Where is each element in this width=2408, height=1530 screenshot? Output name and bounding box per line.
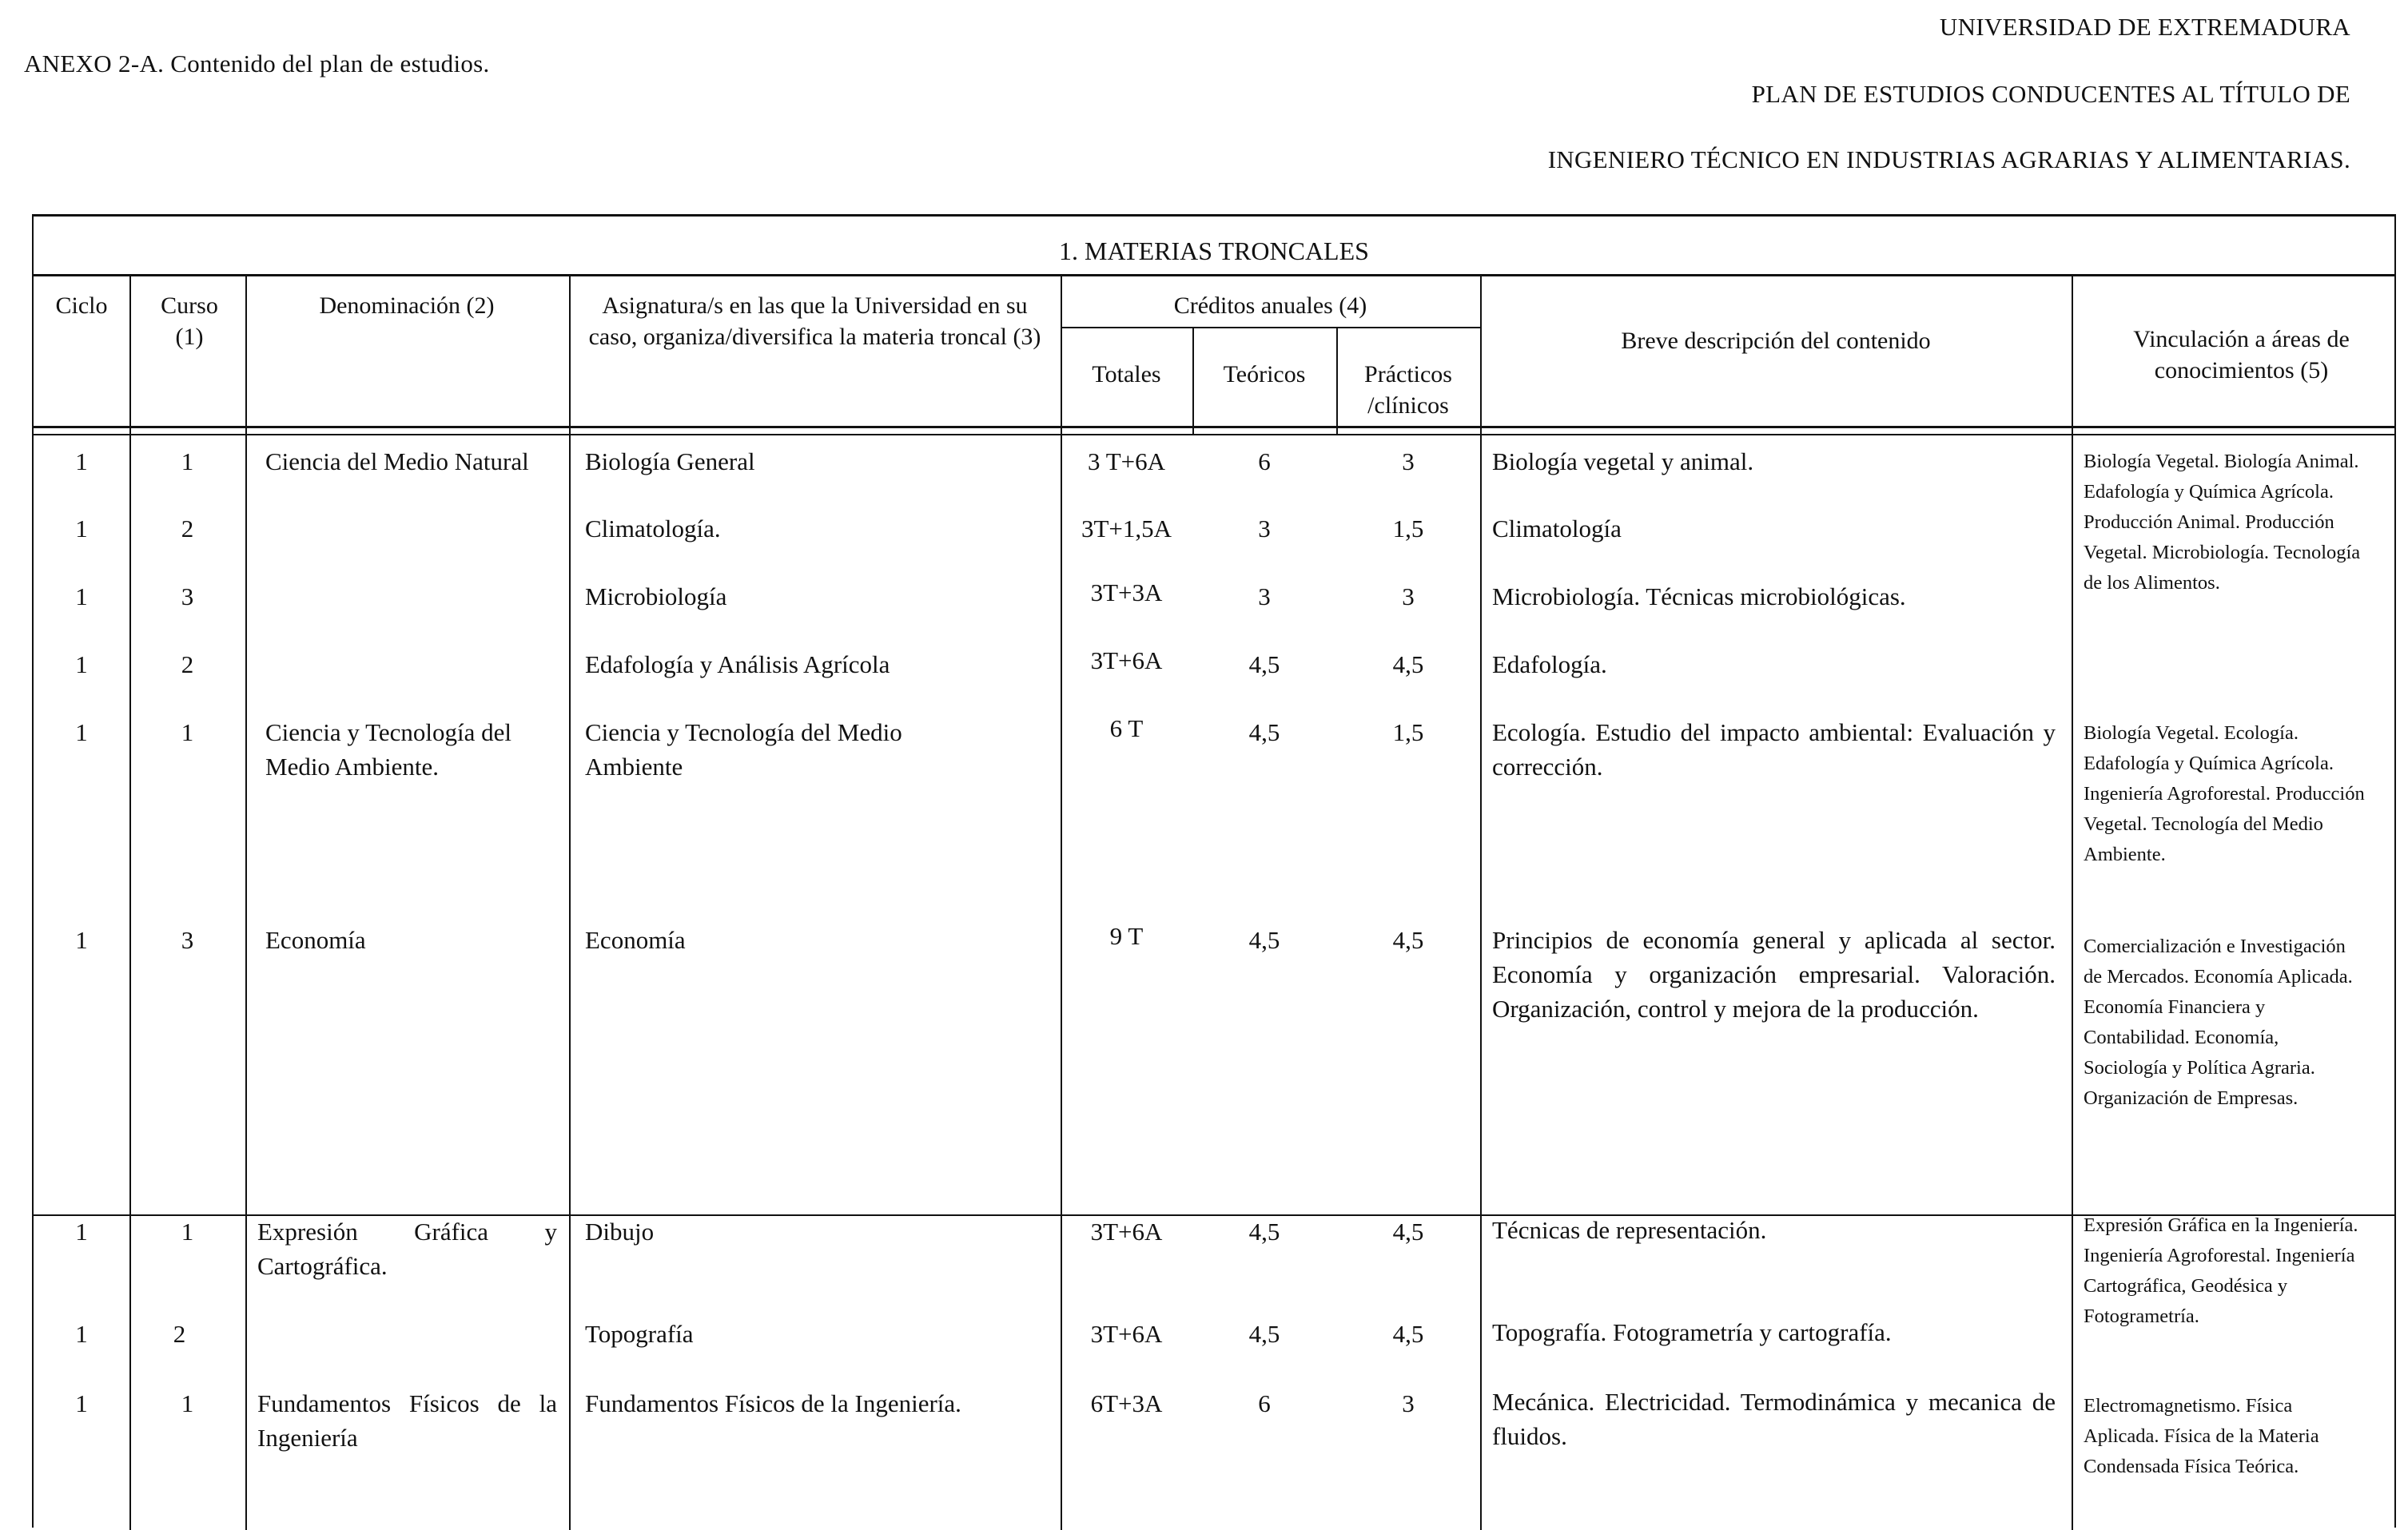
col-header-ciclo: Ciclo — [55, 292, 108, 319]
university-name: UNIVERSIDAD DE EXTREMADURA — [1939, 13, 2350, 41]
cell-ciclo: 1 — [75, 582, 88, 610]
cell-ciclo: 1 — [75, 718, 88, 746]
cell-ciclo: 1 — [75, 926, 88, 954]
cell-totales: 3T+6A — [1090, 646, 1163, 674]
knowledge-areas: Biología Vegetal. Biología Animal. Edafología y Química Agrícola. Producción Animal. Producción Vegetal. Microbiología. Tecnología de los Alimentos. — [2084, 451, 2361, 594]
cell-practicos: 4,5 — [1392, 1320, 1424, 1348]
cell-denominacion: Fundamentos Físicos de la Ingeniería — [257, 1389, 557, 1452]
cell-teoricos: 6 — [1258, 1389, 1271, 1417]
degree-title: INGENIERO TÉCNICO EN INDUSTRIAS AGRARIAS Y ALIMENTARIAS. — [1547, 145, 2350, 173]
cell-teoricos: 3 — [1258, 515, 1271, 542]
cell-totales: 3T+1,5A — [1081, 515, 1172, 542]
cell-practicos: 1,5 — [1392, 718, 1424, 746]
cell-asignatura: Edafología y Análisis Agrícola — [585, 650, 890, 678]
cell-teoricos: 6 — [1258, 447, 1271, 475]
header-bottom-rule — [34, 426, 2394, 428]
col-header-curso: Curso (1) — [161, 292, 218, 350]
col-header-asignaturas: Asignatura/s en las que la Universidad en su caso, organiza/diversifica la materia troncal (3) — [588, 292, 1041, 350]
cell-teoricos: 4,5 — [1248, 1218, 1280, 1246]
cell-curso: 2 — [181, 650, 194, 678]
cell-descripcion: Técnicas de representación. — [1492, 1216, 1767, 1244]
cell-totales: 3T+3A — [1090, 578, 1163, 606]
col-header-vinculacion: Vinculación a áreas de conocimientos (5) — [2133, 326, 2350, 383]
col-header-descripcion: Breve descripción del contenido — [1621, 328, 1931, 354]
credits-header-divider — [1061, 327, 1480, 328]
cell-descripcion: Edafología. — [1492, 650, 1607, 678]
cell-practicos: 3 — [1402, 582, 1415, 610]
plan-title: PLAN DE ESTUDIOS CONDUCENTES AL TÍTULO DE — [1751, 80, 2350, 108]
cell-curso: 3 — [181, 582, 194, 610]
cell-practicos: 3 — [1402, 447, 1415, 475]
cell-descripcion: Principios de economía general y aplicada al sector. Economía y organización empresarial. Valoración. Organización, control y mejora de la producción. — [1492, 926, 2056, 1023]
curriculum-table — [32, 214, 2396, 1528]
cell-ciclo: 1 — [75, 447, 88, 475]
cell-asignatura: Ciencia y Tecnología del Medio Ambiente — [585, 718, 902, 781]
cell-descripcion: Microbiología. Técnicas microbiológicas. — [1492, 582, 1906, 610]
col-line-asignatura — [569, 274, 571, 1530]
cell-curso: 2 — [181, 515, 194, 542]
cell-asignatura: Microbiología — [585, 582, 727, 610]
table-title: 1. MATERIAS TRONCALES — [34, 217, 2394, 276]
cell-asignatura: Economía — [585, 926, 686, 954]
col-line-vinculacion — [2072, 274, 2073, 1530]
col-header-creditos: Créditos anuales (4) — [1173, 292, 1367, 319]
cell-asignatura: Dibujo — [585, 1218, 655, 1246]
cell-denominacion: Expresión Gráfica y Cartográfica. — [257, 1218, 557, 1280]
cell-ciclo: 1 — [75, 650, 88, 678]
cell-teoricos: 4,5 — [1248, 926, 1280, 954]
col-line-descripcion — [1480, 274, 1482, 1530]
col-header-totales: Totales — [1092, 361, 1161, 387]
knowledge-areas: Electromagnetismo. Física Aplicada. Física de la Materia Condensada Física Teórica. — [2084, 1395, 2319, 1477]
col-line-denominacion — [245, 274, 247, 1530]
annex-label: ANEXO 2-A. Contenido del plan de estudios. — [24, 50, 490, 77]
cell-curso: 2 — [173, 1320, 186, 1348]
cell-practicos: 4,5 — [1392, 926, 1424, 954]
cell-teoricos: 4,5 — [1248, 650, 1280, 678]
knowledge-areas: Biología Vegetal. Ecología. Edafología y Química Agrícola. Ingeniería Agroforestal. Producción Vegetal. Tecnología del Medio Ambiente. — [2084, 722, 2365, 865]
cell-practicos: 1,5 — [1392, 515, 1424, 542]
cell-totales: 9 T — [1109, 922, 1144, 950]
col-header-denominacion: Denominación (2) — [319, 292, 495, 319]
cell-practicos: 4,5 — [1392, 1218, 1424, 1246]
cell-ciclo: 1 — [75, 1389, 88, 1417]
knowledge-areas: Expresión Gráfica en la Ingeniería. Ingeniería Agroforestal. Ingeniería Cartográfica, Geodésica y Fotogrametría. — [2084, 1214, 2358, 1327]
cell-descripcion: Biología vegetal y animal. — [1492, 447, 1754, 475]
cell-asignatura: Fundamentos Físicos de la Ingeniería. — [585, 1389, 961, 1417]
cell-practicos: 3 — [1402, 1389, 1415, 1417]
cell-curso: 1 — [181, 447, 194, 475]
cell-denominacion: Ciencia y Tecnología del Medio Ambiente. — [265, 718, 512, 781]
cell-teoricos: 4,5 — [1248, 718, 1280, 746]
cell-teoricos: 3 — [1258, 582, 1271, 610]
cell-totales: 6T+3A — [1090, 1389, 1163, 1417]
cell-ciclo: 1 — [75, 515, 88, 542]
cell-totales: 3T+6A — [1090, 1320, 1163, 1348]
cell-curso: 3 — [181, 926, 194, 954]
cell-curso: 1 — [181, 1218, 194, 1246]
cell-asignatura: Biología General — [585, 447, 755, 475]
cell-descripcion: Ecología. Estudio del impacto ambiental: Evaluación y corrección. — [1492, 718, 2056, 781]
cell-descripcion: Mecánica. Electricidad. Termodinámica y mecanica de fluidos. — [1492, 1388, 2056, 1450]
cell-ciclo: 1 — [75, 1218, 88, 1246]
cell-descripcion: Climatología — [1492, 515, 1622, 542]
header-bottom-rule-double — [34, 434, 2394, 435]
cell-teoricos: 4,5 — [1248, 1320, 1280, 1348]
cell-asignatura: Climatología. — [585, 515, 721, 542]
cell-totales: 6 T — [1109, 714, 1144, 742]
col-header-teoricos: Teóricos — [1223, 361, 1306, 387]
cell-ciclo: 1 — [75, 1320, 88, 1348]
col-line-practicos — [1336, 327, 1338, 434]
cell-asignatura: Topografía — [585, 1320, 694, 1348]
cell-curso: 1 — [181, 1389, 194, 1417]
cell-practicos: 4,5 — [1392, 650, 1424, 678]
knowledge-areas: Comercialización e Investigación de Mercados. Economía Aplicada. Economía Financiera y Contabilidad. Economía, Sociología y Política Agraria. Organización de Empresas. — [2084, 936, 2353, 1109]
cell-denominacion: Economía — [265, 926, 366, 954]
cell-totales: 3T+6A — [1090, 1218, 1163, 1246]
cell-curso: 1 — [181, 718, 194, 746]
col-header-practicos: Prácticos /clínicos — [1364, 361, 1452, 419]
cell-denominacion: Ciencia del Medio Natural — [265, 447, 529, 475]
cell-totales: 3 T+6A — [1088, 447, 1165, 475]
cell-descripcion: Topografía. Fotogrametría y cartografía. — [1492, 1318, 1892, 1346]
